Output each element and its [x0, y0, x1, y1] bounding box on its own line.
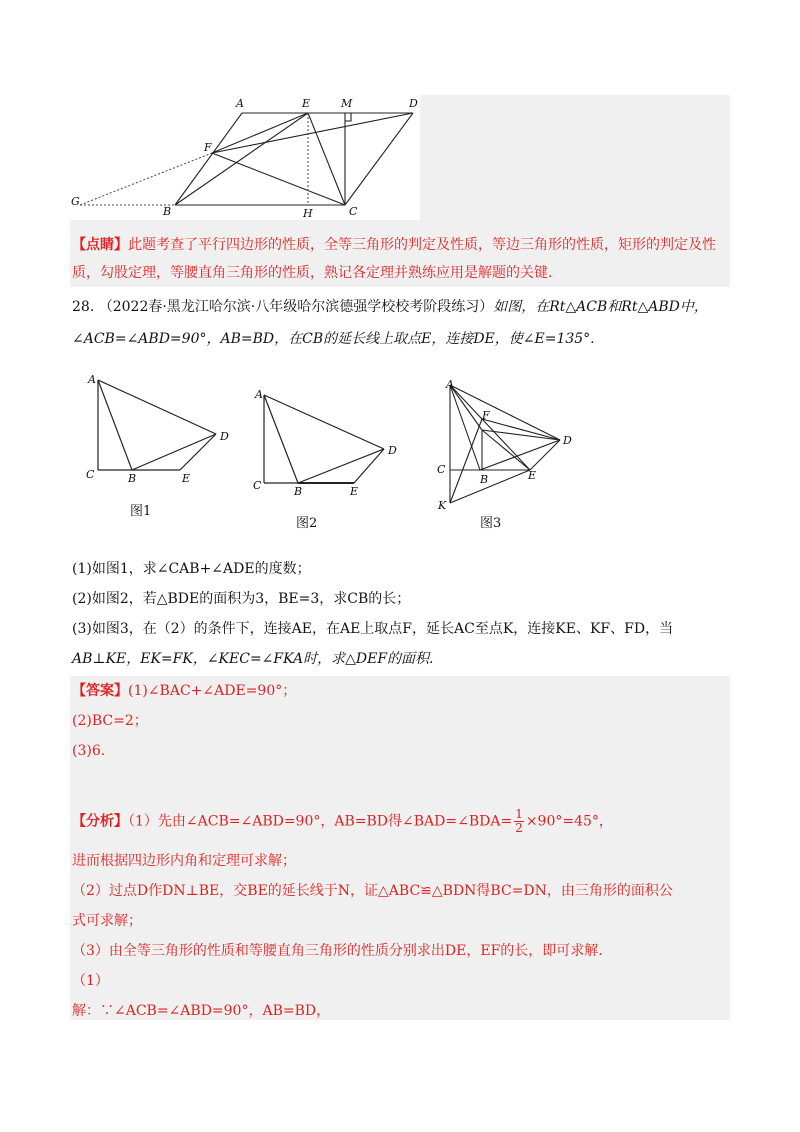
analysis-line-7: 解：∵∠ACB=∠ABD=90°，AB=BD，: [72, 1003, 331, 1019]
fig3-label-C: C: [437, 463, 446, 476]
figure-3-caption: 图3: [480, 516, 502, 531]
question-2: (2)如图2，若△BDE的面积为3，BE=3，求CB的长；: [72, 591, 411, 607]
problem-stem-1: 如图，在Rt△ACB和Rt△ABD中，: [493, 299, 708, 315]
fig1-label-C: C: [86, 468, 95, 481]
comment-line-1: [72, 236, 716, 254]
parallelogram-figure: [70, 95, 420, 220]
label-H: H: [303, 207, 313, 220]
comment-text-1: 此题考查了平行四边形的性质，全等三角形的判定及性质，等边三角形的性质，矩形的判定及性: [128, 237, 716, 253]
figure-2: [250, 385, 410, 500]
analysis-line-4: 式可求解；: [72, 913, 142, 929]
comment-tag: 【点睛】: [72, 237, 128, 253]
fig2-label-B: B: [294, 485, 303, 498]
analysis-line-3: （2）过点D作DN⊥BE，交BE的延长线于N，证△ABC≌△BDN得BC=DN，由三角形的面积公: [72, 883, 673, 899]
fig2-label-D: D: [388, 444, 397, 457]
label-C: C: [349, 205, 358, 218]
fig2-label-A: A: [255, 388, 263, 401]
label-E: E: [302, 97, 311, 110]
answer-background: [70, 676, 730, 1020]
question-3-line-1: (3)如图3，在（2）的条件下，连接AE，在AE上取点F，延长AC至点K，连接KE、KF、FD，当: [72, 621, 674, 637]
fig1-label-A: A: [88, 373, 96, 386]
answer-1: (1)∠BAC+∠ADE=90°；: [128, 683, 297, 699]
figure-1: [82, 372, 242, 487]
fig2-label-E: E: [350, 485, 359, 498]
analysis-tag: 【分析】: [72, 813, 128, 830]
comment-line-2: 质，勾股定理，等腰直角三角形的性质，熟记各定理并熟练应用是解题的关键.: [72, 265, 553, 281]
analysis-text-1b: ×90°=45°，: [525, 813, 613, 830]
problem-stem-line-2: ∠ACB=∠ABD=90°，AB=BD，在CB的延长线上取点E，连接DE，使∠E=135°.: [72, 331, 595, 347]
analysis-fraction: [514, 808, 524, 835]
fraction-denominator: 2: [515, 821, 523, 835]
analysis-line-5: （3）由全等三角形的性质和等腰直角三角形的性质分别求出DE，EF的长，即可求解.: [72, 943, 603, 959]
problem-stem-line-1: [72, 298, 708, 316]
answer-tag: 【答案】: [72, 683, 128, 699]
fig3-label-D: D: [563, 434, 572, 447]
analysis-line-6: （1）: [72, 973, 109, 989]
label-M: M: [341, 97, 353, 110]
label-B: B: [163, 205, 172, 218]
figure-1-caption: 图1: [130, 504, 152, 519]
analysis-text-1a: （1）先由∠ACB=∠ABD=90°，AB=BD得∠BAD=∠BDA=: [128, 813, 513, 830]
problem-source: （2022春·黑龙江哈尔滨·八年级哈尔滨德强学校校考阶段练习）: [98, 299, 494, 315]
label-D: D: [409, 97, 418, 110]
problem-number: 28.: [72, 299, 95, 315]
fig3-label-A: A: [446, 378, 454, 391]
analysis-line-1: [72, 808, 613, 835]
figure-2-caption: 图2: [296, 516, 318, 531]
answer-2: (2)BC=2；: [72, 713, 148, 729]
answer-line-1: [72, 682, 296, 700]
fig3-label-F: F: [482, 409, 490, 422]
label-A: A: [236, 97, 244, 110]
fig1-label-B: B: [128, 472, 137, 485]
fig3-label-B: B: [480, 473, 489, 486]
label-F: F: [204, 141, 212, 154]
label-G: G: [71, 195, 80, 208]
figure-3: [430, 375, 580, 515]
analysis-line-2: 进而根据四边形内角和定理可求解；: [72, 853, 296, 869]
question-1: (1)如图1，求∠CAB+∠ADE的度数；: [72, 561, 311, 577]
fig1-label-D: D: [220, 430, 229, 443]
fig3-label-K: K: [438, 499, 447, 512]
fig1-label-E: E: [182, 472, 191, 485]
fig3-label-E: E: [528, 469, 537, 482]
question-3-line-2: AB⊥KE，EK=FK，∠KEC=∠FKA时，求△DEF的面积.: [72, 651, 434, 667]
fraction-numerator: 1: [515, 807, 523, 821]
answer-3: (3)6.: [72, 743, 106, 759]
fig2-label-C: C: [253, 479, 262, 492]
